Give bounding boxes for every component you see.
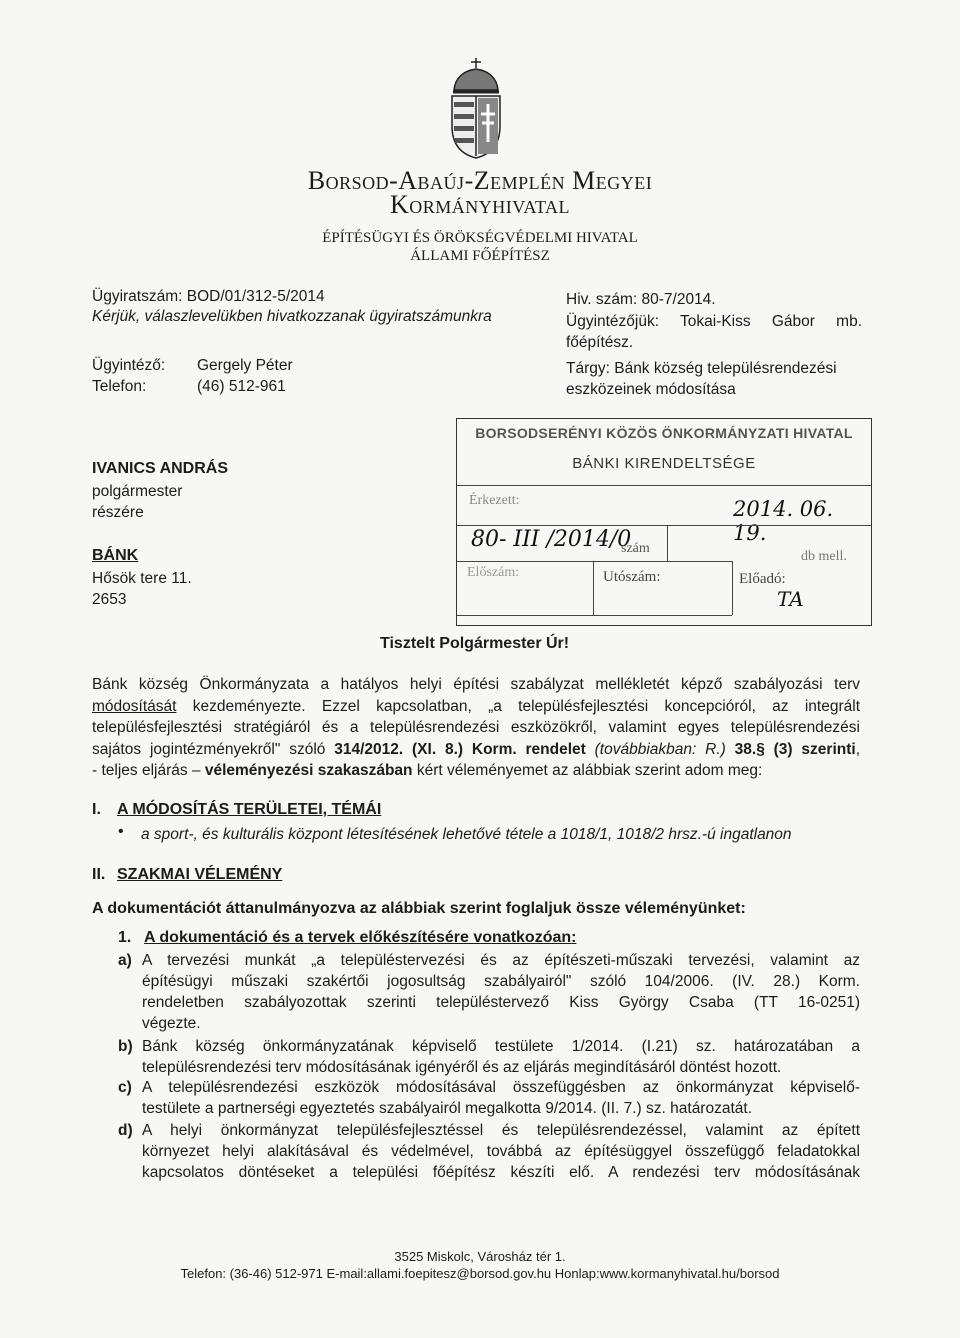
recipient-zip: 2653 — [92, 591, 127, 608]
org-name-line1: Borsod-Abaúj-Zemplén Megyei — [307, 166, 653, 195]
intro-underlined-word: módosítását — [92, 697, 177, 715]
section2-title: SZAKMAI VÉLEMÉNY — [117, 866, 283, 883]
intro-line2-text: kezdeményezte. Ezzel kapcsolatban, „a településfejlesztési koncepcióról, az integrált — [176, 697, 860, 715]
subject-line1: Tárgy: Bánk község településrendezési — [566, 360, 837, 377]
item-d-line3: kapcsolatos döntéseket a települési főépítész készíti elő. A rendezési terv módosításának — [142, 1164, 860, 1181]
item-a-line1: A tervezési munkát „a településtervezési és az építészeti-műszaki tervezési, valamint az — [142, 952, 860, 969]
org-name-line2: Kormányhivatal — [389, 190, 570, 219]
item-b-line2: településrendezési terv módosításának igényéről és az eljárás megindításáról döntést hozott. — [142, 1059, 782, 1076]
subject-line2: eszközeinek módosítása — [566, 381, 736, 398]
item-a-label: a) — [118, 952, 132, 969]
section1-title: A MÓDOSÍTÁS TERÜLETEI, TÉMÁI — [117, 801, 382, 818]
intro-line4-a: sajátos jogintézményekről" szóló — [92, 740, 335, 758]
item-c-label: c) — [118, 1079, 132, 1096]
stamp-received-date: 2014. 06. 19. — [733, 497, 834, 545]
intro-phase: véleményezési szakaszában — [204, 762, 413, 779]
recipient-for: részére — [92, 504, 144, 521]
coat-of-arms-icon — [444, 56, 508, 160]
section2-number: II. — [92, 866, 106, 883]
phone-label: Telefon: — [92, 378, 147, 395]
intro-line2 — [92, 696, 860, 718]
stamp-number-handwritten: 80- III /2014/0 — [471, 527, 632, 552]
footer-contact: Telefon: (36-46) 512-971 E-mail:allami.foepitesz@borsod.gov.hu Honlap:www.kormanyhivatal.hu/borsod — [180, 1266, 780, 1281]
item-a-line4: végezte. — [142, 1015, 201, 1032]
stamp-eloado-label: Előadó: — [739, 571, 786, 587]
item-d-line1: A helyi önkormányzat településfejlesztéssel és településrendezéssel, valamint az épített — [142, 1122, 860, 1139]
phone-value: (46) 512-961 — [197, 378, 286, 395]
recipient-name: IVANICS ANDRÁS — [92, 460, 229, 477]
stamp-db-label: db mell. — [801, 549, 847, 564]
stamp-received-label: Érkezett: — [469, 493, 520, 508]
subsection1-number: 1. — [118, 929, 132, 946]
intro-decree: 314/2012. (XI. 8.) Korm. rendelet — [334, 740, 586, 758]
officer-label: Ügyintéző: — [92, 357, 166, 374]
greeting: Tisztelt Polgármester Úr! — [380, 635, 570, 652]
dept-name-line2: ÁLLAMI FŐÉPÍTÉSZ — [410, 248, 550, 264]
stamp-eloado-value: TA — [777, 587, 804, 611]
item-b-label: b) — [118, 1038, 133, 1055]
intro-paragraph-ref: 38.§ (3) szerinti — [725, 740, 856, 758]
item-a — [118, 950, 860, 1034]
hiv-szam: Hiv. szám: 80-7/2014. — [566, 291, 716, 308]
their-officer: Ügyintézőjük: Tokai-Kiss Gábor mb. — [566, 313, 862, 330]
intro-line1: Bánk község Önkormányzata a hatályos helyi építési szabályzat mellékletét képző szabályozási terv — [92, 676, 860, 693]
subsection1-title: A dokumentáció és a tervek előkészítésére vonatkozóan: — [144, 929, 577, 946]
intro-comma: , — [855, 740, 860, 758]
intro-line4 — [92, 739, 860, 761]
item-c — [118, 1077, 860, 1119]
reference-request: Kérjük, válaszlevelükben hivatkozzanak ügyiratszámunkra — [92, 308, 492, 325]
item-a-line2: építésügyi műszaki szakértői jogosultság szabályairól" szóló 104/2006. (IV. 28.) Korm. — [142, 973, 860, 990]
case-number: Ügyiratszám: BOD/01/312-5/2014 — [92, 288, 325, 305]
item-d-line2: környezet helyi alakításával és védelmével, továbbá az építésüggyel összefüggő feladatokkal — [142, 1143, 860, 1160]
item-b-line1: Bánk község önkormányzatának képviselő testülete 1/2014. (I.21) sz. határozatában a — [142, 1038, 860, 1055]
item-b — [118, 1036, 860, 1078]
item-a-line3: rendeletben szabályozottak szerinti településtervező Kiss György Csaba (TT 16-0251) — [142, 994, 860, 1011]
intro-line3: településfejlesztési stratégiáról és a településrendezési eszközökről, valamint egyes településrendezési — [92, 719, 860, 736]
dept-name-line1: ÉPÍTÉSÜGYI ÉS ÖRÖKSÉGVÉDELMI HIVATAL — [322, 230, 638, 246]
stamp-line2: BÁNKI KIRENDELTSÉGE — [572, 455, 756, 472]
intro-line5-c: kért véleményemet az alábbiak szerint adom meg: — [412, 762, 763, 779]
item-c-line2: testülete a partnerségi egyeztetés szabályairól megalkotta 9/2014. (II. 7.) sz. határozatát. — [142, 1100, 753, 1117]
section2-lead: A dokumentációt áttanulmányozva az alábbiak szerint foglaljuk össze véleményünket: — [92, 900, 746, 917]
section1-number: I. — [92, 801, 101, 818]
intro-paragraph — [92, 674, 860, 782]
section1-bullet: a sport-, és kulturális központ létesítésének lehetővé tétele a 1018/1, 1018/2 hrsz.-ú ingatlanon — [141, 826, 792, 843]
item-d-label: d) — [118, 1122, 133, 1139]
stamp-szam-label: szám — [621, 541, 650, 556]
stamp-line1: BORSODSERÉNYI KÖZÖS ÖNKORMÁNYZATI HIVATAL — [475, 425, 853, 441]
stamp-utoszam-label: Utószám: — [603, 569, 661, 585]
recipient-title: polgármester — [92, 483, 183, 500]
intro-abbrev: (továbbiakban: R.) — [585, 740, 726, 758]
registration-stamp — [456, 418, 872, 626]
bullet-icon: • — [118, 823, 124, 840]
item-c-line1: A településrendezési eszközök módosításával összefüggésben az önkormányzat képviselő- — [142, 1079, 860, 1096]
stamp-foszam-label: Előszám: — [467, 565, 520, 580]
intro-line5-a: - teljes eljárás – — [92, 762, 205, 779]
recipient-city: BÁNK — [92, 547, 139, 564]
intro-line5 — [92, 760, 860, 782]
item-d — [118, 1120, 860, 1183]
officer-name: Gergely Péter — [197, 357, 293, 374]
footer-address: 3525 Miskolc, Városház tér 1. — [394, 1249, 566, 1264]
recipient-street: Hősök tere 11. — [92, 570, 192, 587]
their-officer-cont: főépítész. — [566, 334, 634, 351]
